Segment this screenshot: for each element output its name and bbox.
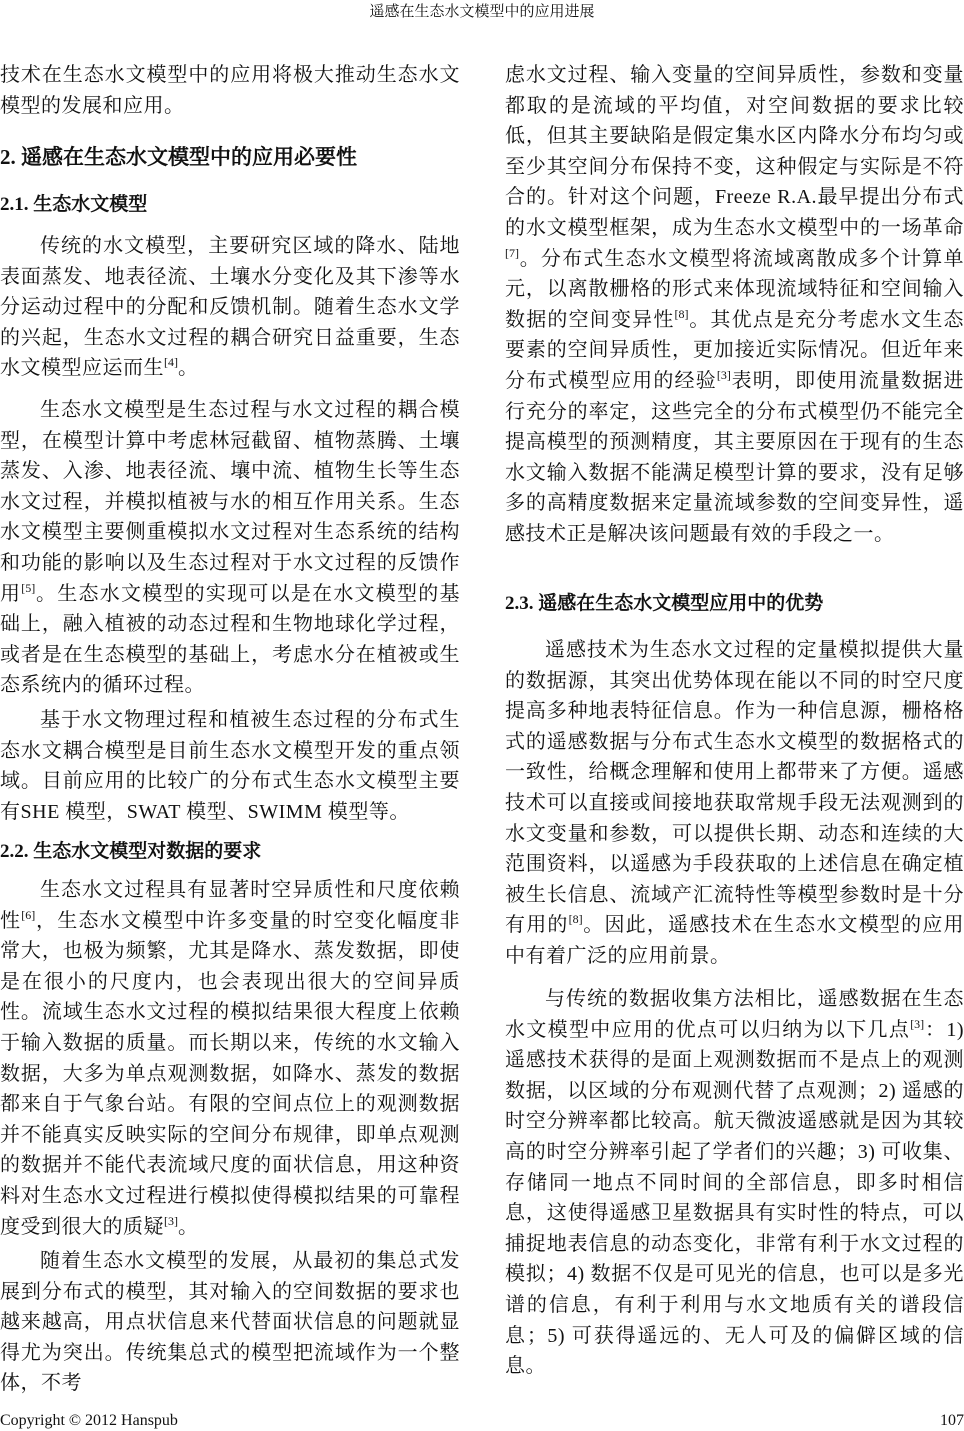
paragraph bbox=[0, 705, 460, 827]
paragraph bbox=[0, 875, 460, 1242]
text-run: 传统的水文模型，主要研究区域的降水、陆地表面蒸发、地表径流、土壤水分变化及其下渗等水分运动过程中的分配和反馈机制。随着生态水文学的兴起，生态水文过程的耦合研究日益重要，生态水文模型应运而生 bbox=[0, 235, 460, 380]
paragraph bbox=[0, 231, 460, 384]
section-heading bbox=[0, 837, 460, 867]
text-run: 表明，即使用流量数据进行充分的率定，这些完全的分布式模型仍不能完全提高模型的预测精度，其主要原因在于现有的生态水文输入数据不能满足模型计算的要求，没有足够多的高精度数据来定量流域参数的空间变异性，遥感技术正是解决该问题最有效的手段之一。 bbox=[505, 369, 964, 545]
paragraph bbox=[0, 395, 460, 701]
paragraph bbox=[0, 1246, 460, 1399]
paragraph bbox=[0, 60, 460, 121]
text-run: 2.3. 遥感在生态水文模型应用中的优势 bbox=[505, 593, 824, 614]
copyright: Copyright © 2012 Hanspub bbox=[0, 1412, 178, 1429]
citation-ref: [3] bbox=[716, 367, 731, 382]
section-heading bbox=[0, 190, 460, 220]
citation-ref: [8] bbox=[674, 306, 689, 321]
section-heading bbox=[505, 589, 964, 619]
text-run: 。因此，遥感技术在生态水文模型的应用中有着广泛的应用前景。 bbox=[505, 914, 964, 967]
text-run: ，生态水文模型中许多变量的时空变化幅度非常大，也极为频繁，尤其是降水、蒸发数据，即使是在很小的尺度内，也会表现出很大的空间异质性。流域生态水文过程的模拟结果很大程度上依赖于输入数据的质量。而长期以来，传统的水文输入数据，大多为单点观测数据，如降水、蒸发的数据都来自于气象台站。有限的空间点位上的观测数据并不能真实反映实际的空间分布规律，即单点观测的数据并不能代表流域尺度的面状信息，用这种资料对生态水文过程进行模拟使得模拟结果的可靠程度受到很大的质疑 bbox=[0, 909, 461, 1238]
text-run: 。分布式生态水文模型将流域离散成多个计算单元，以离散栅格的形式来体现流域特征和空间输入数据的空间变异性 bbox=[505, 247, 964, 331]
text-run: 遥感技术为生态水文过程的定量模拟提供大量的数据源，其突出优势体现在能以不同的时空尺度提高多种地表特征信息。作为一种信息源，栅格格式的遥感数据与分布式生态水文模型的数据格式的一致性，给概念理解和使用上都带来了方便。遥感技术可以直接或间接地获取常规手段无法观测到的水文变量和参数，可以提供长期、动态和连续的大范围资料，以遥感为手段获取的上述信息在确定植被生长信息、流域产汇流特性等模型参数时是十分有用的 bbox=[505, 639, 964, 937]
text-run: 生态水文过程具有显著时空异质性和尺度依赖性 bbox=[0, 879, 460, 932]
citation-ref: [3] bbox=[164, 1213, 178, 1228]
citation-ref: [8] bbox=[568, 912, 583, 927]
text-run: 技术在生态水文模型中的应用将极大推动生态水文模型的发展和应用。 bbox=[0, 64, 460, 117]
running-header: 遥感在生态水文模型中的应用进展 bbox=[369, 4, 595, 20]
text-run: ：1) 遥感技术获得的是面上观测数据而不是点上的观测数据，以区域的分布观测代替了点观测；2) 遥感的时空分辨率都比较高。航天微波遥感就是因为其较高的时空分辨率引起了学者们的兴趣；3) 可收集、存储同一地点不同时间的全部信息，即多时相信息，这使得遥感卫星数据具有实时性的特点，可以捕捉地表信息的动态变化，非常有利于水文过程的模拟；4) 数据不仅是可见光的信息，也可以是多光谱的信息，有利于利用与水文地质有关的谱段信息；5) 可获得遥远的、无人可及的偏僻区域的信息。 bbox=[505, 1018, 964, 1378]
text-run: 基于水文物理过程和植被生态过程的分布式生态水文耦合模型是目前生态水文模型开发的重点领域。目前应用的比较广的分布式生态水文模型主要有SHE 模型，SWAT 模型、SWIMM 模型等。 bbox=[0, 709, 460, 823]
text-run: 虑水文过程、输入变量的空间异质性，参数和变量都取的是流域的平均值，对空间数据的要求比较低，但其主要缺陷是假定集水区内降水分布均匀或至少其空间分布保持不变，这种假定与实际是不符合的。针对这个问题，Freeze R.A.最早提出分布式的水文模型框架，成为生态水文模型中的一场革命 bbox=[505, 64, 964, 239]
citation-ref: [6] bbox=[21, 907, 36, 922]
text-run: 。 bbox=[178, 357, 199, 380]
text-run: 2. 遥感在生态水文模型中的应用必要性 bbox=[0, 145, 357, 169]
text-run: 2.2. 生态水文模型对数据的要求 bbox=[0, 841, 262, 862]
text-run: 生态水文模型是生态过程与水文过程的耦合模型，在模型计算中考虑林冠截留、植物蒸腾、土壤蒸发、入渗、地表径流、壤中流、植物生长等生态水文过程，并模拟植被与水的相互作用关系。生态水文模型主要侧重模拟水文过程对生态系统的结构和功能的影响以及生态过程对于水文过程的反馈作用 bbox=[0, 399, 460, 605]
text-run: 2.1. 生态水文模型 bbox=[0, 194, 148, 215]
text-run: 。其优点是充分考虑水文生态要素的空间异质性，更加接近实际情况。但近年来分布式模型应用的经验 bbox=[505, 308, 964, 392]
citation-ref: [5] bbox=[21, 580, 36, 595]
text-run: 。 bbox=[178, 1215, 199, 1238]
text-run: 。生态水文模型的实现可以是在水文模型的基础上，融入植被的动态过程和生物地球化学过程，或者是在生态模型的基础上，考虑水分在植被或生态系统内的循环过程。 bbox=[0, 582, 461, 697]
section-heading bbox=[0, 142, 460, 172]
citation-ref: [4] bbox=[164, 355, 178, 370]
paragraph bbox=[505, 635, 964, 972]
paragraph bbox=[505, 60, 964, 550]
text-run: 随着生态水文模型的发展，从最初的集总式发展到分布式的模型，其对输入的空间数据的要求也越来越高，用点状信息来代替面状信息的问题就显得尤为突出。传统集总式的模型把流域作为一个整体，不考 bbox=[0, 1250, 460, 1395]
page-number: 107 bbox=[940, 1412, 964, 1429]
citation-ref: [3] bbox=[910, 1016, 925, 1031]
citation-ref: [7] bbox=[505, 245, 519, 260]
text-run: 与传统的数据收集方法相比，遥感数据在生态水文模型中应用的优点可以归纳为以下几点 bbox=[505, 988, 964, 1041]
paragraph bbox=[505, 984, 964, 1382]
